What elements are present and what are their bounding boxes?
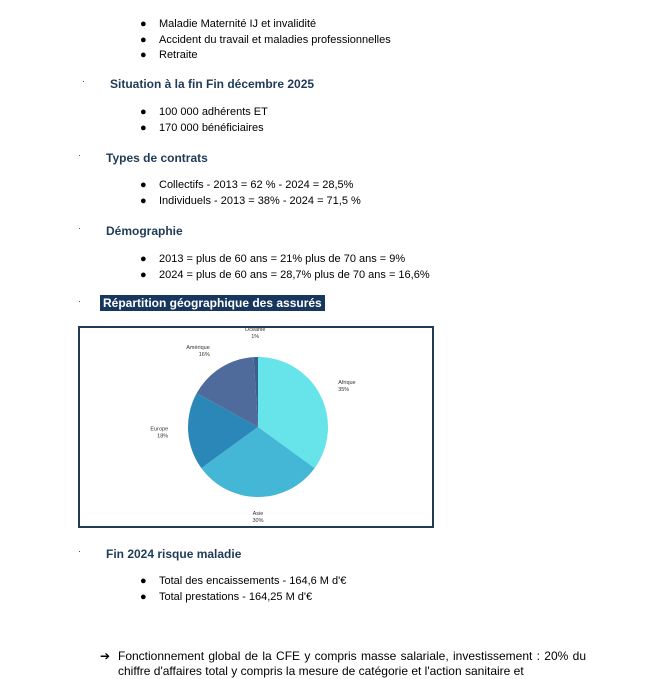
slice-value-label: 30% xyxy=(252,518,264,524)
heading-situation: Situation à la fin Fin décembre 2025 xyxy=(110,77,315,91)
list-item: ● Accident du travail et maladies professionnelles xyxy=(140,33,391,49)
demographie-list xyxy=(140,252,430,283)
section-marker-icon: · xyxy=(78,223,81,233)
slice-value-label: 16% xyxy=(198,352,210,359)
pie-chart xyxy=(80,328,432,526)
slice-label: Afrique xyxy=(338,380,356,387)
slice-label: Amérique xyxy=(186,345,210,352)
heading-repartition: Répartition géographique des assurés xyxy=(100,296,325,310)
section-marker-icon: · xyxy=(82,76,85,86)
heading-demographie: Démographie xyxy=(106,224,183,238)
list-item: ● Total des encaissements - 164,6 M d'€ xyxy=(140,574,346,590)
pie-chart-frame xyxy=(78,326,434,528)
bullet-icon: ● xyxy=(140,121,147,134)
bullet-icon: ● xyxy=(140,590,147,603)
closing-text: Fonctionnement global de la CFE y compris masse salariale, investissement : 20% du chiffre d'affaires total y compris la mesure de catégorie et l'action sanitaire et xyxy=(118,649,586,678)
list-item: ● 2013 = plus de 60 ans = 21% plus de 70 ans = 9% xyxy=(140,252,430,268)
slice-label: Europe xyxy=(150,426,169,433)
slice-value-label: 35% xyxy=(338,387,350,394)
list-item: ● 2024 = plus de 60 ans = 28,7% plus de 70 ans = 16,6% xyxy=(140,268,430,284)
slice-value-label: 1% xyxy=(251,334,260,341)
bullet-icon: ● xyxy=(140,253,147,265)
bullet-icon: ● xyxy=(140,575,147,587)
bullet-icon: ● xyxy=(140,268,147,281)
situation-list xyxy=(140,105,268,136)
slice-label: Asie xyxy=(252,511,264,517)
list-item: ● Total prestations - 164,25 M d'€ xyxy=(140,590,346,606)
bullet-icon: ● xyxy=(140,179,147,191)
list-item: ● Collectifs - 2013 = 62 % - 2024 = 28,5% xyxy=(140,178,361,194)
section-marker-icon: · xyxy=(78,150,81,160)
bullet-icon: ● xyxy=(140,106,147,118)
slice-label: Océanie xyxy=(244,328,266,334)
arrow-right-icon: ➔ xyxy=(100,649,111,663)
list-item: ● 170 000 bénéficiaires xyxy=(140,121,268,137)
list-item: ● Retraite xyxy=(140,48,391,64)
list-item: ● Individuels - 2013 = 38% - 2024 = 71,5 % xyxy=(140,194,361,210)
list-item: ● 100 000 adhérents ET xyxy=(140,105,268,121)
bullet-icon: ● xyxy=(140,194,147,207)
top-bullet-list xyxy=(140,17,391,64)
bullet-icon: ● xyxy=(140,49,147,61)
slice-value-label: 18% xyxy=(157,433,169,440)
list-item: ● Maladie Maternité IJ et invalidité xyxy=(140,17,391,33)
heading-fin2024: Fin 2024 risque maladie xyxy=(106,547,242,561)
bullet-icon: ● xyxy=(140,18,147,30)
heading-contrats: Types de contrats xyxy=(106,151,208,165)
section-marker-icon: · xyxy=(78,546,81,556)
section-marker-icon: · xyxy=(78,296,81,306)
fin2024-list xyxy=(140,574,346,605)
bullet-icon: ● xyxy=(140,33,147,46)
contrats-list xyxy=(140,178,361,209)
